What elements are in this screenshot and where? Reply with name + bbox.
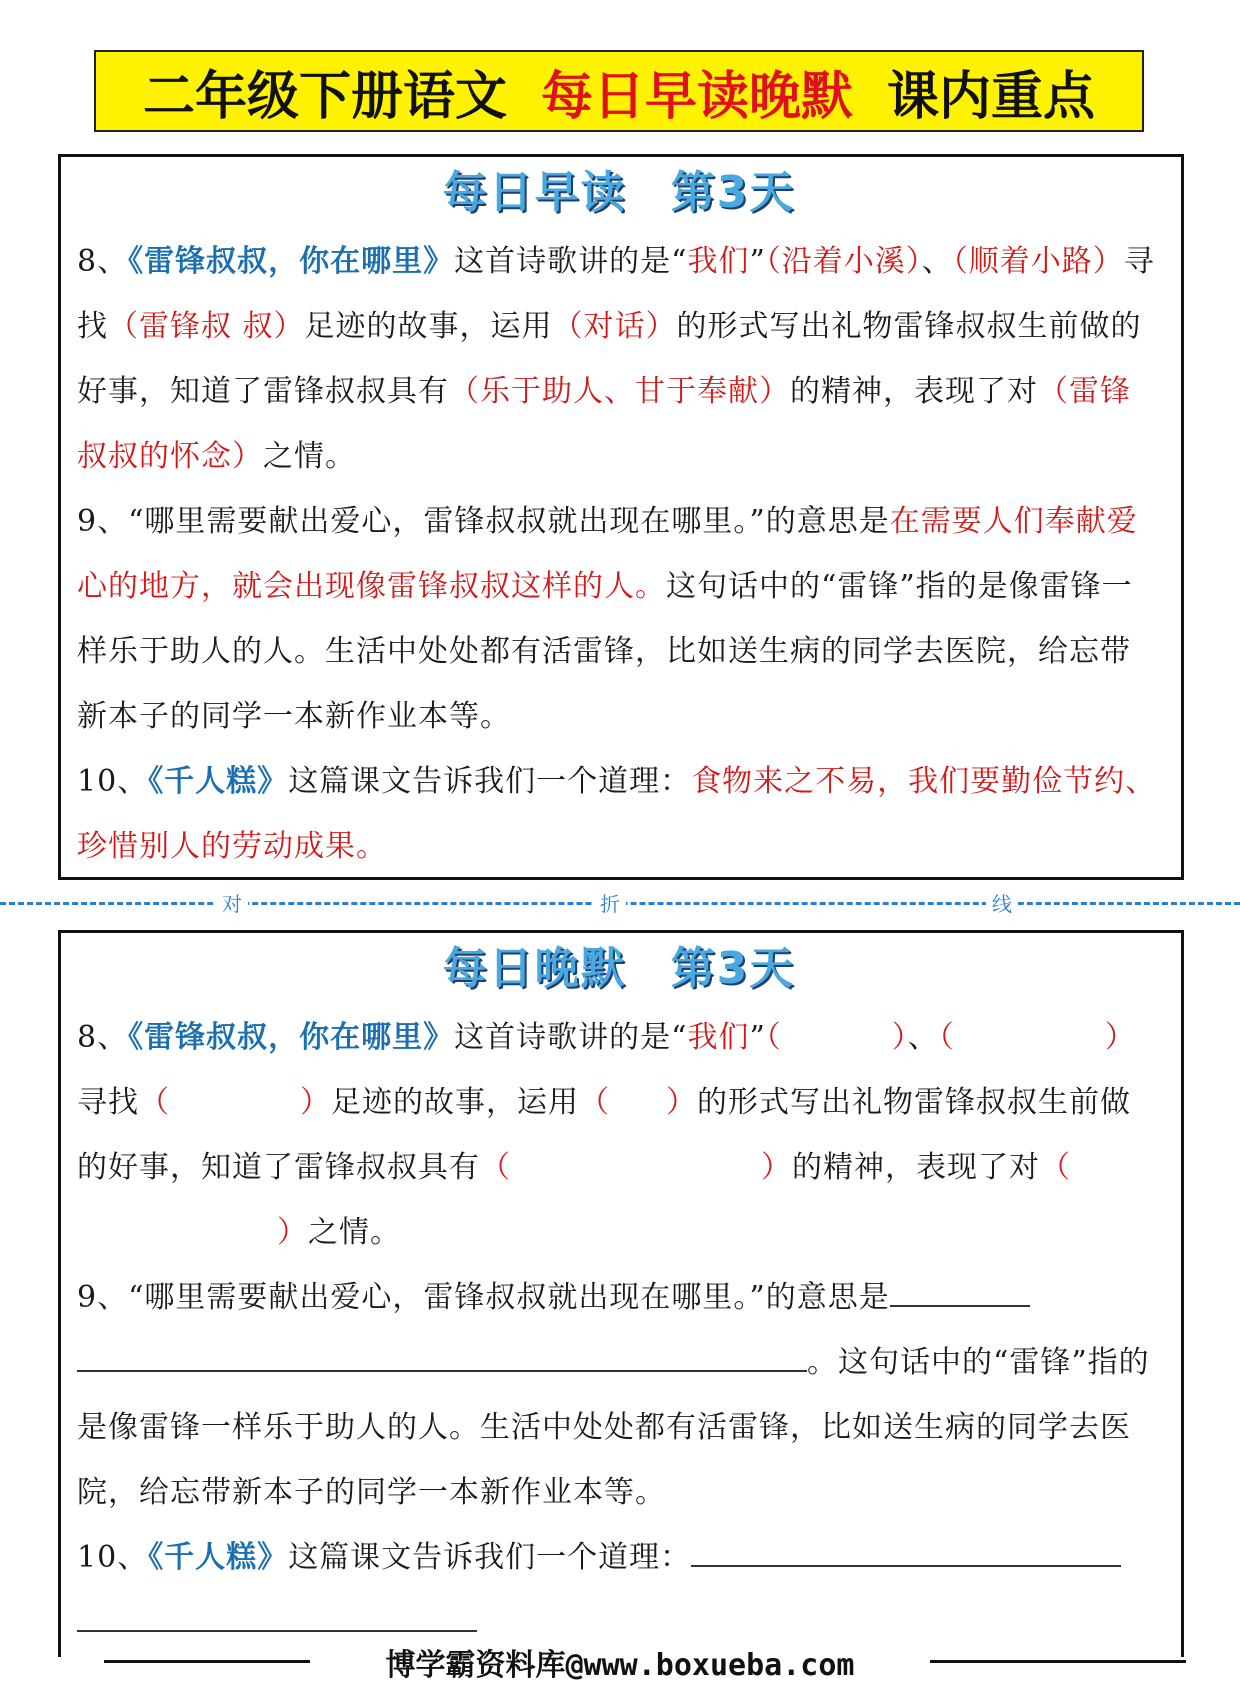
blank-open: （ (480, 1150, 511, 1185)
blank-open: （ (139, 1085, 170, 1120)
question-number: 9、 (77, 1280, 129, 1315)
fold-label: 线 (986, 888, 1018, 917)
question-number: 10、 (77, 1540, 149, 1575)
answer-text: 食物来之不易，我们要勤俭节约、珍惜别人的劳动成果。 (77, 764, 1157, 864)
evening-question-9 (77, 1265, 1161, 1525)
question-text: 这首诗歌讲的是“ (454, 1020, 688, 1055)
answer-line[interactable] (77, 1600, 477, 1632)
question-text: 的形式写出礼物雷锋叔叔生前做的好事，知道了雷锋叔叔具有 (77, 309, 1142, 409)
banner-keypoints: 课内重点 (887, 66, 1096, 127)
answer-line[interactable] (691, 1535, 1121, 1567)
banner-reading: 每日早读晚默 (540, 66, 853, 127)
question-text: ” (749, 244, 766, 279)
lesson-title: 《千人糕》 (148, 764, 289, 799)
answer-text: （沿着小溪） (765, 244, 922, 279)
morning-question-8 (77, 229, 1161, 489)
question-number: 10、 (77, 764, 149, 799)
fold-label: 对 (216, 888, 248, 917)
question-text: 的形式写出礼物雷锋叔叔生前做的好事，知道了雷锋叔叔具有 (77, 1085, 1131, 1185)
question-text: 这首诗歌讲的是“ (454, 244, 688, 279)
question-text: 这篇课文告诉我们一个道理： (288, 764, 692, 799)
evening-title-label: 每日晚默 (442, 943, 627, 994)
answer-text: （对话） (552, 309, 677, 344)
morning-title-day: 第3天 (670, 167, 796, 218)
question-text: 。这句话中的“雷锋”指的是像雷锋一样乐于助人的人。生活中处处都有活雷锋，比如送生病的同学去医院，给忘带新本子的同学一本新作业本等。 (77, 1345, 1150, 1510)
lesson-title: 《雷锋叔叔，你在哪里》 (128, 1020, 455, 1055)
morning-panel-title (77, 157, 1161, 229)
answer-text: （顺着小路） (952, 244, 1124, 279)
evening-question-8 (77, 1005, 1161, 1265)
blank-close: ） (277, 1215, 308, 1250)
banner-grade: 二年级下册语文 (142, 66, 507, 127)
question-text: 寻找 (77, 1085, 139, 1120)
page-banner (94, 50, 1144, 132)
blank-open: （ (1040, 1150, 1071, 1185)
blank-open: （ (765, 1020, 782, 1055)
lesson-title: 《雷锋叔叔，你在哪里》 (128, 244, 455, 279)
question-text: 的精神，表现了对 (792, 1150, 1040, 1185)
question-text: 这句话中的“雷锋”指的是像雷锋一样乐于助人的人。生活中处处都有活雷锋，比如送生病的同学去医院，给忘带新本子的同学一本新作业本等。 (77, 569, 1133, 734)
answer-text: 我们 (687, 1020, 750, 1055)
blank-close: ） (761, 1150, 792, 1185)
blank-open: （ (938, 1020, 955, 1055)
blank-close: ） (666, 1085, 697, 1120)
question-text: “哪里需要献出爱心，雷锋叔叔就出现在哪里。”的意思是 (128, 504, 890, 539)
question-text: ” (749, 1020, 766, 1055)
question-text: 之情。 (308, 1215, 401, 1250)
blank-close: ） (891, 1020, 908, 1055)
page-footer (0, 1640, 1240, 1683)
evening-title-day: 第3天 (670, 943, 796, 994)
question-text: 足迹的故事，运用 (304, 309, 553, 344)
answer-text: （乐于助人、甘于奉献） (449, 374, 790, 409)
footer-watermark: 博学霸资料库@www.boxueba.com (385, 1648, 855, 1683)
evening-question-10 (77, 1525, 1161, 1655)
question-text: 这篇课文告诉我们一个道理： (288, 1540, 692, 1575)
blank-open: （ (579, 1085, 610, 1120)
answer-text: 在需要人们奉献爱心的地方，就会出现像雷锋叔叔这样的人。 (77, 504, 1138, 604)
answer-text: 我们 (687, 244, 750, 279)
morning-question-10 (77, 749, 1161, 879)
answer-text: （雷锋叔 叔） (108, 309, 305, 344)
question-text: 之情。 (263, 439, 356, 474)
question-number: 8、 (77, 244, 129, 279)
fold-label: 折 (594, 888, 626, 917)
lesson-title: 《千人糕》 (148, 1540, 289, 1575)
question-text: 、 (921, 244, 953, 279)
question-text: “哪里需要献出爱心，雷锋叔叔就出现在哪里。”的意思是 (128, 1280, 890, 1315)
question-number: 8、 (77, 1020, 129, 1055)
morning-reading-panel (58, 154, 1184, 880)
question-text: 的精神，表现了对 (790, 374, 1038, 409)
blank-close: ） (300, 1085, 331, 1120)
answer-text: （雷锋叔叔的怀念） (77, 374, 1131, 474)
answer-line[interactable] (77, 1340, 807, 1372)
answer-line[interactable] (890, 1275, 1030, 1307)
question-text: 足迹的故事，运用 (331, 1085, 579, 1120)
question-number: 9、 (77, 504, 129, 539)
morning-title-label: 每日早读 (442, 167, 627, 218)
morning-question-9 (77, 489, 1161, 749)
blank-close: ） (1104, 1020, 1136, 1055)
question-text: 寻找 (77, 244, 1155, 344)
evening-dictation-panel (58, 930, 1184, 1657)
evening-panel-title (77, 933, 1161, 1005)
question-text: 、 (907, 1020, 939, 1055)
